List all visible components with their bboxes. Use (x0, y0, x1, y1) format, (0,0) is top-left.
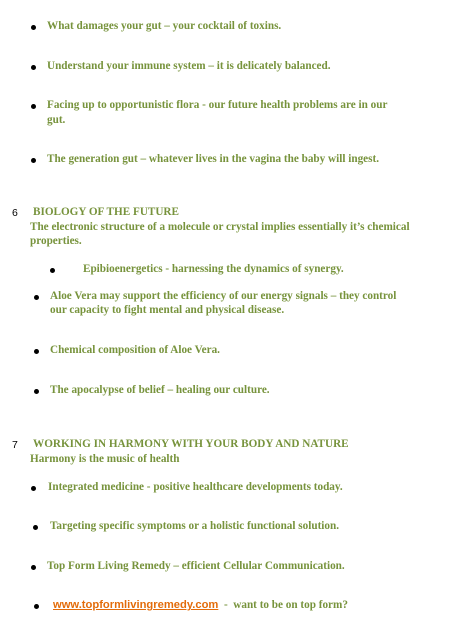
bullet-dot (34, 604, 39, 609)
bullet-dot (50, 268, 55, 273)
bullet-dot (34, 295, 39, 300)
section-intro: Harmony is the music of health (30, 453, 180, 465)
list-item: Chemical composition of Aloe Vera. (50, 344, 220, 356)
list-item: Integrated medicine - positive healthcare developments today. (48, 481, 343, 493)
bullet-dot (33, 525, 38, 530)
list-item: Top Form Living Remedy – efficient Cellular Communication. (47, 560, 345, 572)
section-title: WORKING IN HARMONY WITH YOUR BODY AND NATURE (33, 438, 349, 450)
website-link[interactable]: www.topformlivingremedy.com (53, 599, 219, 611)
bullet-dot (31, 65, 36, 70)
bullet-dot (31, 565, 36, 570)
list-item-continuation: our capacity to fight mental and physical disease. (50, 304, 285, 316)
section-number: 6 (12, 207, 18, 219)
section-intro: The electronic structure of a molecule or crystal implies essentially it’s chemical (30, 221, 410, 233)
section-intro-continuation: properties. (30, 235, 82, 247)
link-caption: - want to be on top form? (218, 599, 348, 611)
list-item: Understand your immune system – it is delicately balanced. (47, 60, 331, 72)
bullet-dot (31, 158, 36, 163)
list-item-continuation: gut. (47, 114, 66, 126)
bullet-dot (31, 104, 36, 109)
list-item: What damages your gut – your cocktail of toxins. (47, 20, 282, 32)
list-item: The apocalypse of belief – healing our culture. (50, 384, 270, 396)
list-item: The generation gut – whatever lives in the vagina the baby will ingest. (47, 153, 380, 165)
bullet-dot (34, 349, 39, 354)
list-item: Facing up to opportunistic flora - our future health problems are in our (47, 99, 388, 111)
section-title: BIOLOGY OF THE FUTURE (33, 206, 179, 218)
list-item (53, 599, 348, 611)
bullet-dot (31, 486, 36, 491)
section-number: 7 (12, 439, 18, 451)
list-item: Epibioenergetics - harnessing the dynamics of synergy. (83, 263, 344, 275)
list-item: Targeting specific symptoms or a holistic functional solution. (50, 520, 340, 532)
bullet-dot (31, 25, 36, 30)
list-item: Aloe Vera may support the efficiency of our energy signals – they control (50, 290, 397, 302)
bullet-dot (34, 389, 39, 394)
